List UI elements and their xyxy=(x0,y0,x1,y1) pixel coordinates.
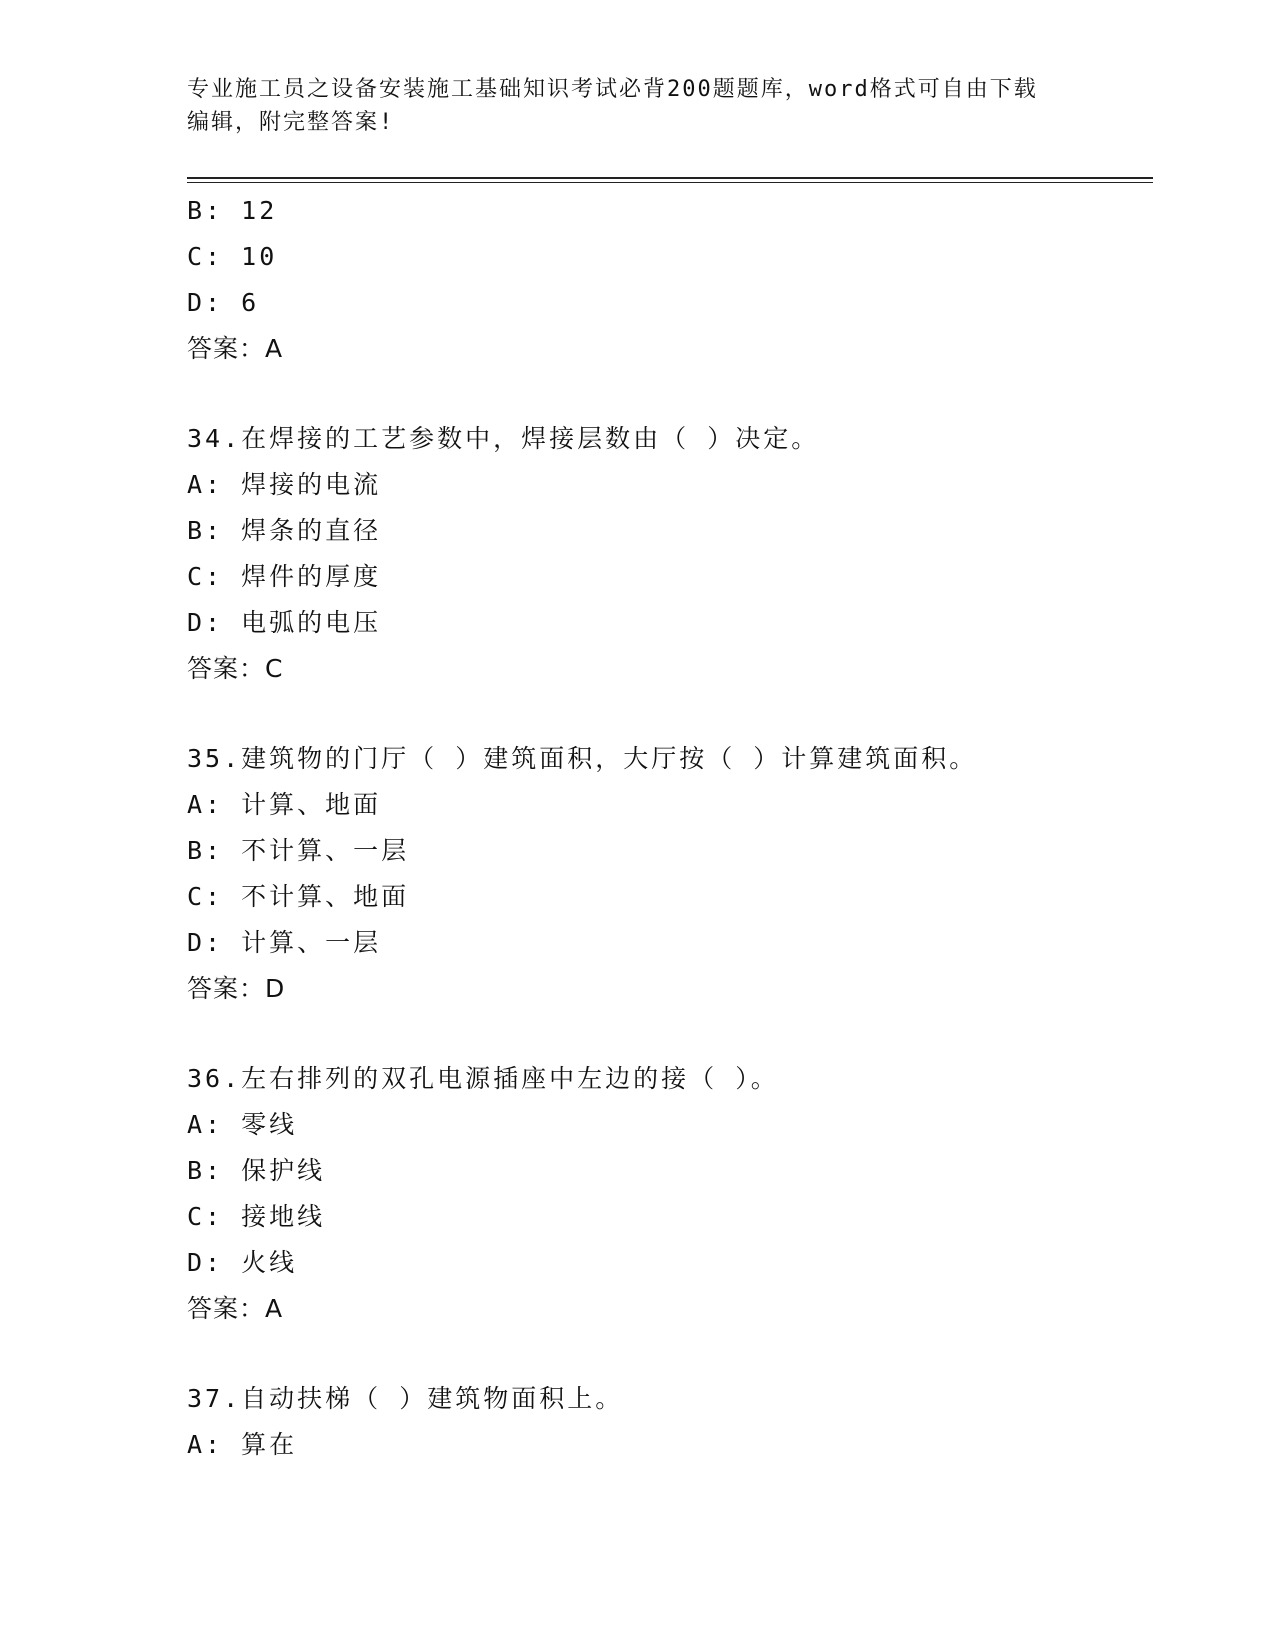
header-divider-thin xyxy=(187,182,1153,183)
question-36 xyxy=(187,1056,1153,1332)
option-c: C: 不计算、地面 xyxy=(187,882,410,911)
option-c: C: 10 xyxy=(187,242,278,271)
header-line-1: 专业施工员之设备安装施工基础知识考试必背200题题库，word格式可自由下载 xyxy=(187,77,1038,102)
spacer xyxy=(187,1332,1153,1376)
option-a: A: 焊接的电流 xyxy=(187,470,382,499)
spacer xyxy=(187,1012,1153,1056)
header-line-2: 编辑，附完整答案! xyxy=(187,110,395,135)
option-b: B: 保护线 xyxy=(187,1156,326,1185)
option-a: A: 零线 xyxy=(187,1110,298,1139)
option-a: A: 计算、地面 xyxy=(187,790,382,819)
option-b: B: 不计算、一层 xyxy=(187,836,410,865)
option-d: D: 火线 xyxy=(187,1248,298,1277)
question-33 xyxy=(187,188,1153,372)
question-text: 35.建筑物的门厅（ ）建筑面积，大厅按（ ）计算建筑面积。 xyxy=(187,744,978,773)
question-text: 34.在焊接的工艺参数中，焊接层数由（ ）决定。 xyxy=(187,424,820,453)
option-d: D: 计算、一层 xyxy=(187,928,382,957)
spacer xyxy=(187,692,1153,736)
header-divider-thick xyxy=(187,177,1153,179)
spacer xyxy=(187,372,1153,416)
question-37 xyxy=(187,1376,1153,1468)
answer: 答案：D xyxy=(187,974,286,1003)
question-34 xyxy=(187,416,1153,692)
answer: 答案：C xyxy=(187,654,284,683)
answer: 答案：A xyxy=(187,334,284,363)
document-header xyxy=(187,73,1087,139)
option-a: A: 算在 xyxy=(187,1430,298,1459)
question-text: 36.左右排列的双孔电源插座中左边的接（ ）。 xyxy=(187,1064,779,1093)
question-35 xyxy=(187,736,1153,1012)
question-text: 37.自动扶梯（ ）建筑物面积上。 xyxy=(187,1384,624,1413)
option-d: D: 电弧的电压 xyxy=(187,608,382,637)
option-b: B: 12 xyxy=(187,196,278,225)
question-list xyxy=(187,188,1153,1468)
answer: 答案：A xyxy=(187,1294,284,1323)
option-b: B: 焊条的直径 xyxy=(187,516,382,545)
option-d: D: 6 xyxy=(187,288,260,317)
option-c: C: 焊件的厚度 xyxy=(187,562,382,591)
option-c: C: 接地线 xyxy=(187,1202,326,1231)
